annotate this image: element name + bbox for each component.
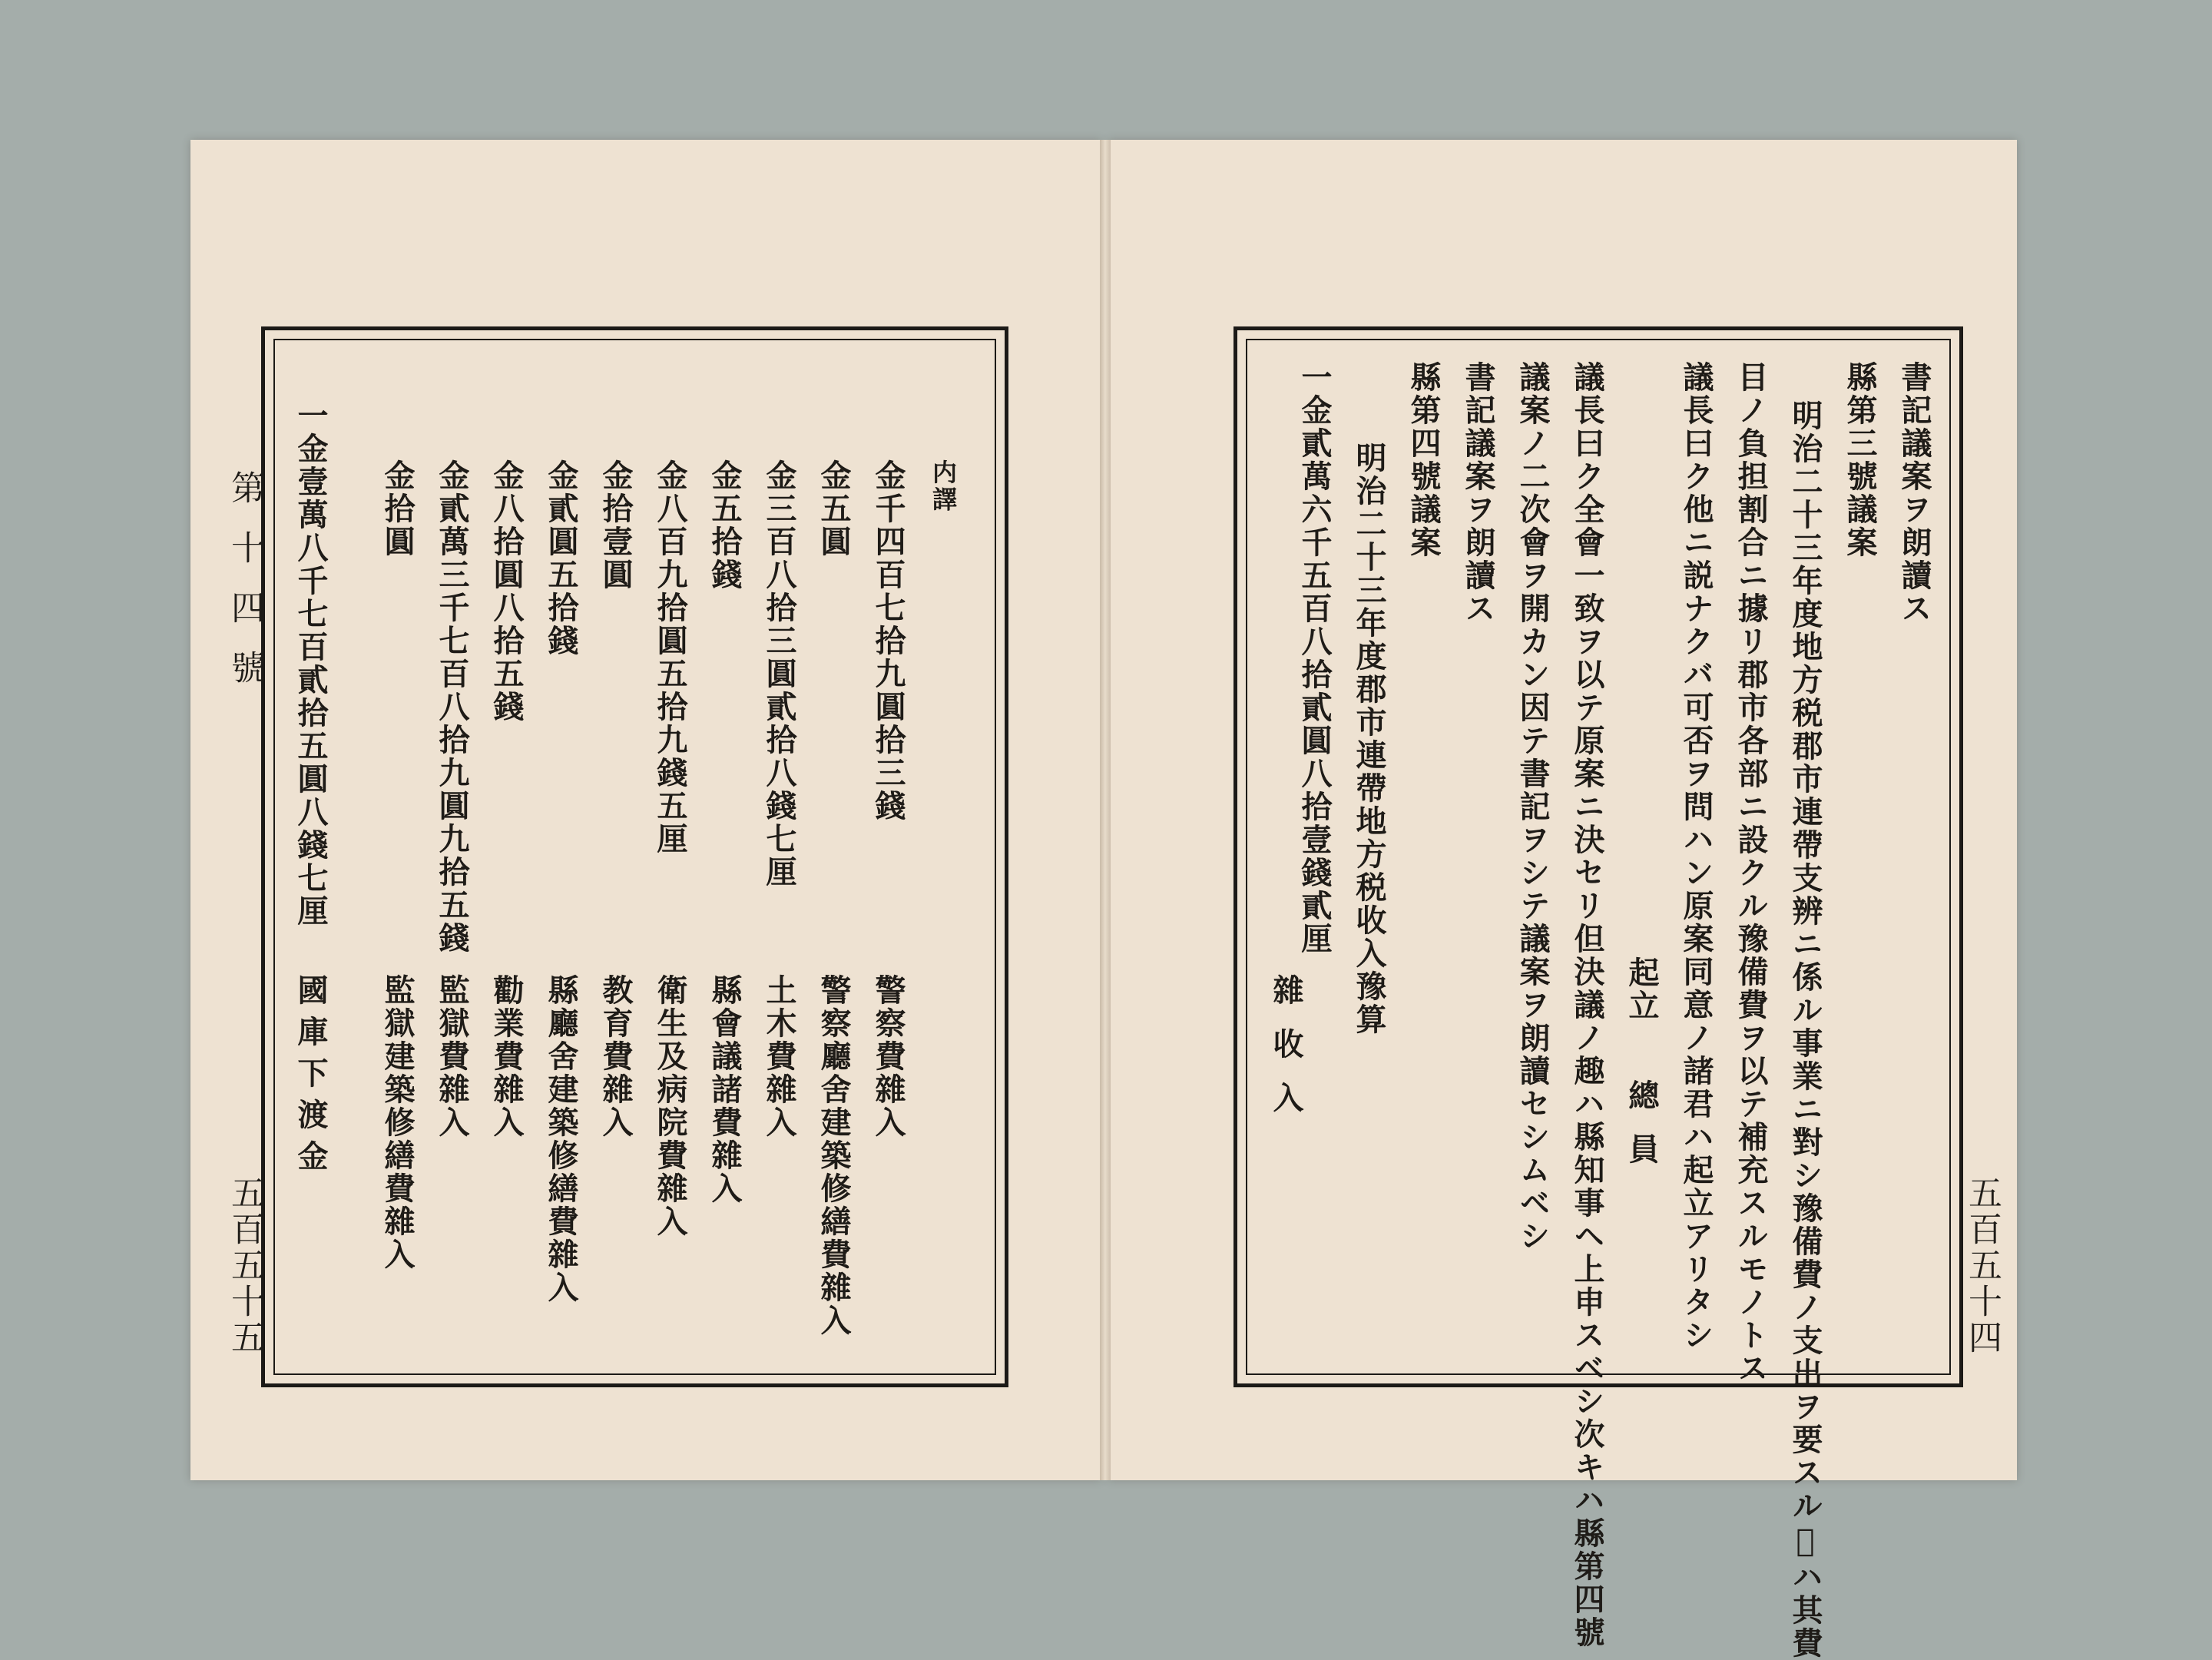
item-category: 教育費雜入 xyxy=(598,974,634,1139)
item-category: 縣會議諸費雜入 xyxy=(707,974,743,1205)
item-category: 縣廳舍建築修繕費雜入 xyxy=(543,974,579,1304)
item-category: 警察費雜入 xyxy=(870,974,906,1139)
item-amount: 金八拾圓八拾五錢 xyxy=(488,459,525,724)
text-line: 明治二十三年度郡市連帶地方税收入豫算 xyxy=(1351,442,1387,1036)
item-amount: 金拾圓 xyxy=(379,459,416,558)
item-amount: 金貳圓五拾錢 xyxy=(543,459,579,658)
page-number: 五百五十四 xyxy=(1962,1175,2002,1356)
issue-number-label: 第十四號 xyxy=(225,470,264,710)
item-amount: 金千四百七拾九圓拾三錢 xyxy=(870,459,906,823)
text-line: 書記議案ヲ朗讀ス xyxy=(1896,361,1932,625)
text-line: 一金貳萬六千五百八拾貳圓八拾壹錢貳厘 xyxy=(1296,361,1333,956)
text-line: 議案ノ二次會ヲ開カン因テ書記ヲシテ議案ヲ朗讀セシムベシ xyxy=(1515,361,1551,1253)
item-category: 衛生及病院費雜入 xyxy=(652,974,688,1238)
all-members-label: 總員 xyxy=(1624,1079,1660,1187)
book-spine xyxy=(1100,140,1111,1480)
text-line: 縣第四號議案 xyxy=(1406,361,1442,559)
item-category: 監獄建築修繕費雜入 xyxy=(379,974,416,1271)
item-category: 監獄費雜入 xyxy=(434,974,470,1139)
item-category: 警察廳舍建築修繕費雜入 xyxy=(816,974,852,1337)
page-number: 五百五十五 xyxy=(225,1175,264,1356)
breakdown-heading: 内譯 xyxy=(929,459,958,513)
stand-label: 起立 xyxy=(1624,956,1660,1022)
item-amount: 金八百九拾圓五拾九錢五厘 xyxy=(652,459,688,856)
item-amount: 金五拾錢 xyxy=(707,459,743,591)
total-amount: 一金壹萬八千七百貳拾五圓八錢七厘 xyxy=(293,399,329,928)
item-amount: 金五圓 xyxy=(816,459,852,558)
text-line: 明治二十三年度地方税郡市連帶支辨ニ係ル事業ニ對シ豫備費ノ支出ヲ要スル𪜈ハ其費 xyxy=(1787,399,1823,1660)
misc-income-label: 雜收入 xyxy=(1268,974,1304,1135)
text-line: 議長曰ク他ニ説ナクバ可否ヲ問ハン原案同意ノ諸君ハ起立アリタシ xyxy=(1678,361,1714,1352)
text-line: 議長曰ク全會一致ヲ以テ原案ニ決セリ但決議ノ趣ハ縣知事ヘ上申スベシ次キハ縣第四號 xyxy=(1569,361,1605,1649)
total-category: 國庫下渡金 xyxy=(293,974,329,1181)
item-amount: 金三百八拾三圓貳拾八錢七厘 xyxy=(761,459,797,889)
item-category: 勸業費雜入 xyxy=(488,974,525,1139)
text-line: 縣第三號議案 xyxy=(1842,361,1878,559)
item-category: 土木費雜入 xyxy=(761,974,797,1139)
text-line: 目ノ負担割合ニ據リ郡市各部ニ設クル豫備費ヲ以テ補充スルモノトス xyxy=(1733,361,1769,1385)
item-amount: 金拾壹圓 xyxy=(598,459,634,591)
item-amount: 金貳萬三千七百八拾九圓九拾五錢 xyxy=(434,459,470,955)
text-line: 書記議案ヲ朗讀ス xyxy=(1460,361,1496,625)
